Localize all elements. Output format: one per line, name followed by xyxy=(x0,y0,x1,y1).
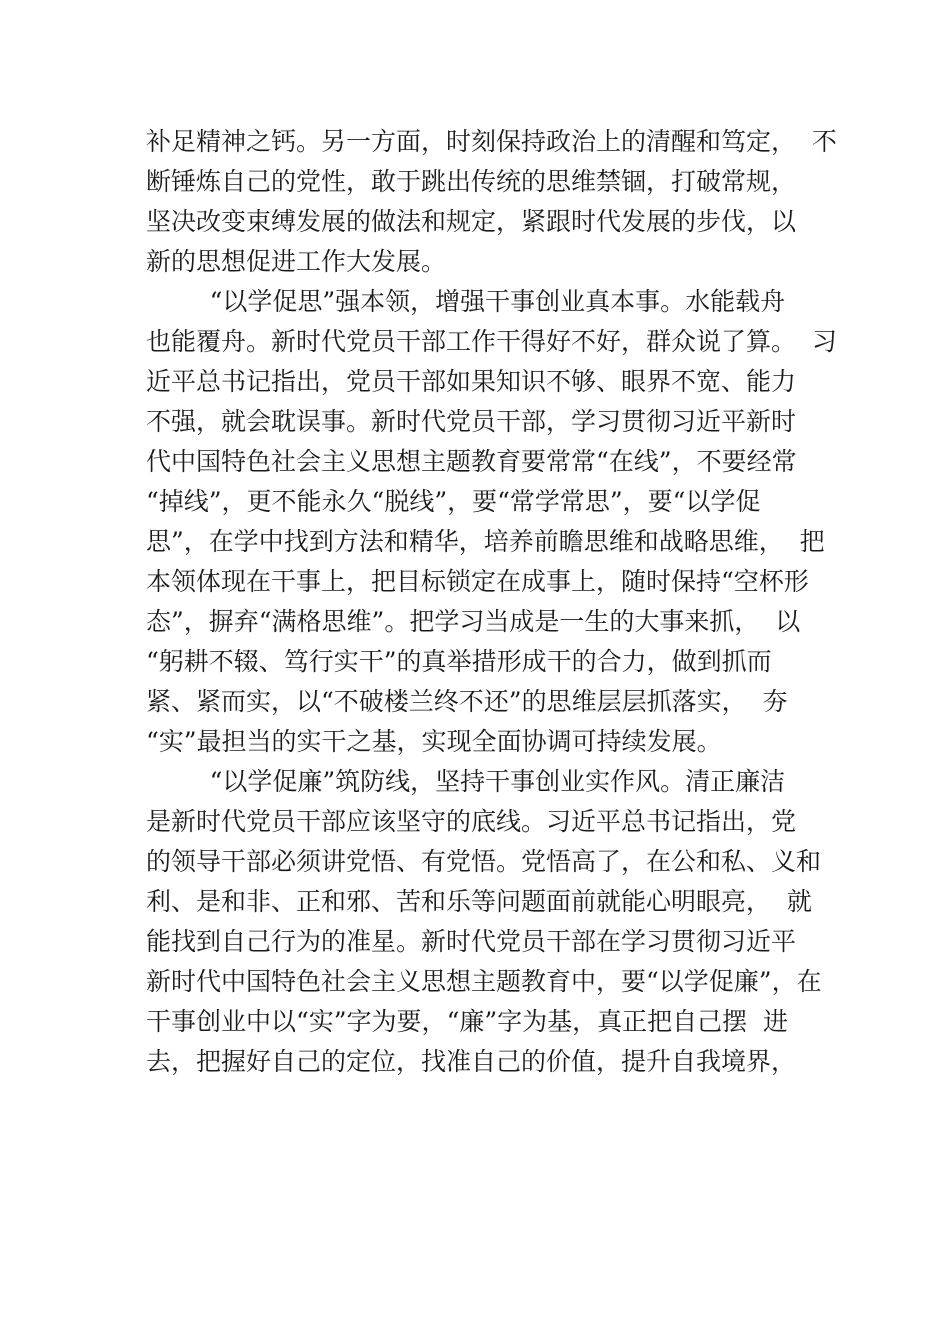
text-line: 紧、紧而实，以“不破楼兰终不还”的思维层层抓落实， 夯 xyxy=(146,687,788,716)
text-line: 断锤炼自己的党性，敢于跳出传统的思维禁锢，打破常规， xyxy=(146,167,797,196)
text-line: 新的思想促进工作大发展。 xyxy=(146,247,447,276)
text-line: 新时代中国特色社会主义思想主题教育中，要“以学促廉”，在 xyxy=(146,967,822,996)
text-line: 代中国特色社会主义思想主题教育要常常“在线”，不要经常 xyxy=(146,447,797,476)
text-line: “以学促廉”筑防线，坚持干事创业实作风。清正廉洁 xyxy=(146,767,786,796)
text-line: 思”，在学中找到方法和精华，培养前瞻思维和战略思维， 把 xyxy=(146,527,825,556)
document-body xyxy=(146,122,836,1082)
text-line: “掉线”，更不能永久“脱线”，要“常学常思”，要“以学促 xyxy=(146,487,761,516)
text-line: 坚决改变束缚发展的做法和规定，紧跟时代发展的步伐，以 xyxy=(146,207,797,236)
text-line: 也能覆舟。新时代党员干部工作干得好不好，群众说了算。 习 xyxy=(146,327,837,356)
text-line: 能找到自己行为的准星。新时代党员干部在学习贯彻习近平 xyxy=(146,927,797,956)
text-line: 态”，摒弃“满格思维”。把学习当成是一生的大事来抓， 以 xyxy=(146,607,801,636)
text-line: 近平总书记指出，党员干部如果知识不够、眼界不宽、能力 xyxy=(146,367,797,396)
text-line: 利、是和非、正和邪、苦和乐等问题面前就能心明眼亮， 就 xyxy=(146,887,812,916)
text-line: 干事创业中以“实”字为要，“廉”字为基，真正把自己摆 进 xyxy=(146,1007,789,1036)
text-line: “以学促思”强本领，增强干事创业真本事。水能载舟 xyxy=(146,287,786,316)
text-line: 本领体现在干事上，把目标锁定在成事上，随时保持“空杯形 xyxy=(146,567,809,596)
text-line: 的领导干部必须讲党悟、有党悟。党悟高了，在公和私、义和 xyxy=(146,847,822,876)
text-line: “实”最担当的实干之基，实现全面协调可持续发展。 xyxy=(146,727,722,756)
text-line: 去，把握好自己的定位，找准自己的价值，提升自我境界， xyxy=(146,1047,797,1076)
text-line: 补足精神之钙。另一方面，时刻保持政治上的清醒和笃定， 不 xyxy=(146,127,837,156)
text-line: “躬耕不辍、笃行实干”的真举措形成干的合力，做到抓而 xyxy=(146,647,772,676)
text-line: 不强，就会耽误事。新时代党员干部，学习贯彻习近平新时 xyxy=(146,407,797,436)
text-line: 是新时代党员干部应该坚守的底线。习近平总书记指出，党 xyxy=(146,807,797,836)
